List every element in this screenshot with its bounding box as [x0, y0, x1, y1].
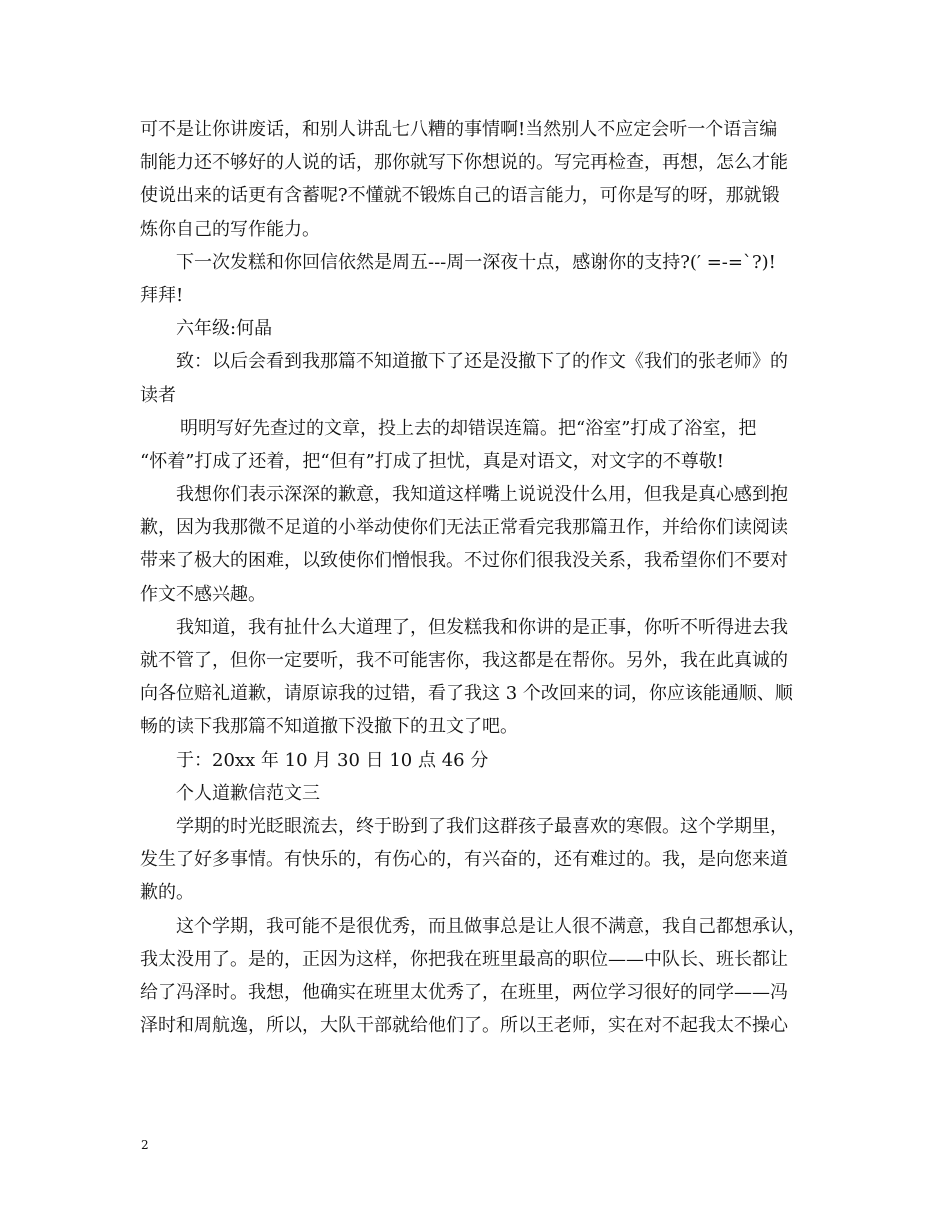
text-line: 致：以后会看到我那篇不知道撤下了还是没撤下了的作文《我们的张老师》的: [176, 351, 788, 373]
text-line: 读者: [140, 384, 176, 406]
text-line: 歉，因为我那微不足道的小举动使你们无法正常看完我那篇丑作，并给你们读阅读: [140, 517, 788, 539]
page-number: 2: [141, 1138, 149, 1152]
text-line: 就不管了，但你一定要听，我不可能害你，我这都是在帮你。另外，我在此真诚的: [140, 650, 788, 671]
text-line: 畅的读下我那篇不知道撤下没撤下的丑文了吧。: [140, 716, 518, 738]
text-line: 我太没用了。是的，正因为这样，你把我在班里最高的职位——中队长、班长都让: [140, 948, 788, 970]
text-line: 学期的时光眨眼流去，终于盼到了我们这群孩子最喜欢的寒假。这个学期里，: [176, 815, 788, 837]
text-line: 炼你自己的写作能力。: [140, 218, 320, 240]
date-line: 于：20xx 年 10 月 30 日 10 点 46 分: [176, 749, 489, 771]
text-line: 带来了极大的困难，以致使你们憎恨我。不过你们很我没关系，我希望你们不要对: [140, 550, 788, 572]
text-line: 歉的。: [140, 882, 194, 904]
text-line: 发生了好多事情。有快乐的，有伤心的，有兴奋的，还有难过的。我，是向您来道: [140, 849, 788, 871]
signature-line: 六年级:何晶: [176, 318, 273, 340]
text-line: 下一次发糕和你回信依然是周五---周一深夜十点，感谢你的支持?(′ =-=`?)!: [176, 251, 776, 273]
text-line: 拜拜!: [140, 284, 184, 306]
text-line: 泽时和周航逸，所以，大队干部就给他们了。所以王老师，实在对不起我太不操心: [140, 1015, 788, 1037]
text-line: 这个学期，我可能不是很优秀，而且做事总是让人很不满意，我自己都想承认，: [176, 915, 806, 937]
text-line: 明明写好先查过的文章，投上去的却错误连篇。把“浴室”打成了浴室，把: [180, 417, 757, 439]
text-line: 使说出来的话更有含蓄呢?不懂就不锻炼自己的语言能力，可你是写的呀，那就锻: [140, 185, 780, 207]
section-heading: 个人道歉信范文三: [176, 782, 320, 804]
text-line: 作文不感兴趣。: [140, 583, 266, 605]
body-text: [140, 113, 820, 1042]
text-line: “怀着”打成了还着，把“但有”打成了担忧，真是对语文，对文字的不尊敬!: [140, 450, 725, 472]
text-line: 给了冯泽时。我想，他确实在班里太优秀了，在班里，两位学习很好的同学——冯: [140, 981, 788, 1003]
text-line: 我想你们表示深深的歉意，我知道这样嘴上说说没什么用，但我是真心感到抱: [176, 484, 788, 506]
text-line: 制能力还不够好的人说的话，那你就写下你想说的。写完再检查，再想，怎么才能: [140, 152, 788, 174]
text-line: 我知道，我有扯什么大道理了，但发糕我和你讲的是正事，你听不听得进去我: [176, 616, 788, 638]
text-line: 向各位赔礼道歉，请原谅我的过错，看了我这 3 个改回来的词，你应该能通顺、顺: [140, 683, 793, 705]
text-line: 可不是让你讲废话，和别人讲乱七八糟的事情啊!当然别人不应定会听一个语言编: [140, 119, 778, 140]
